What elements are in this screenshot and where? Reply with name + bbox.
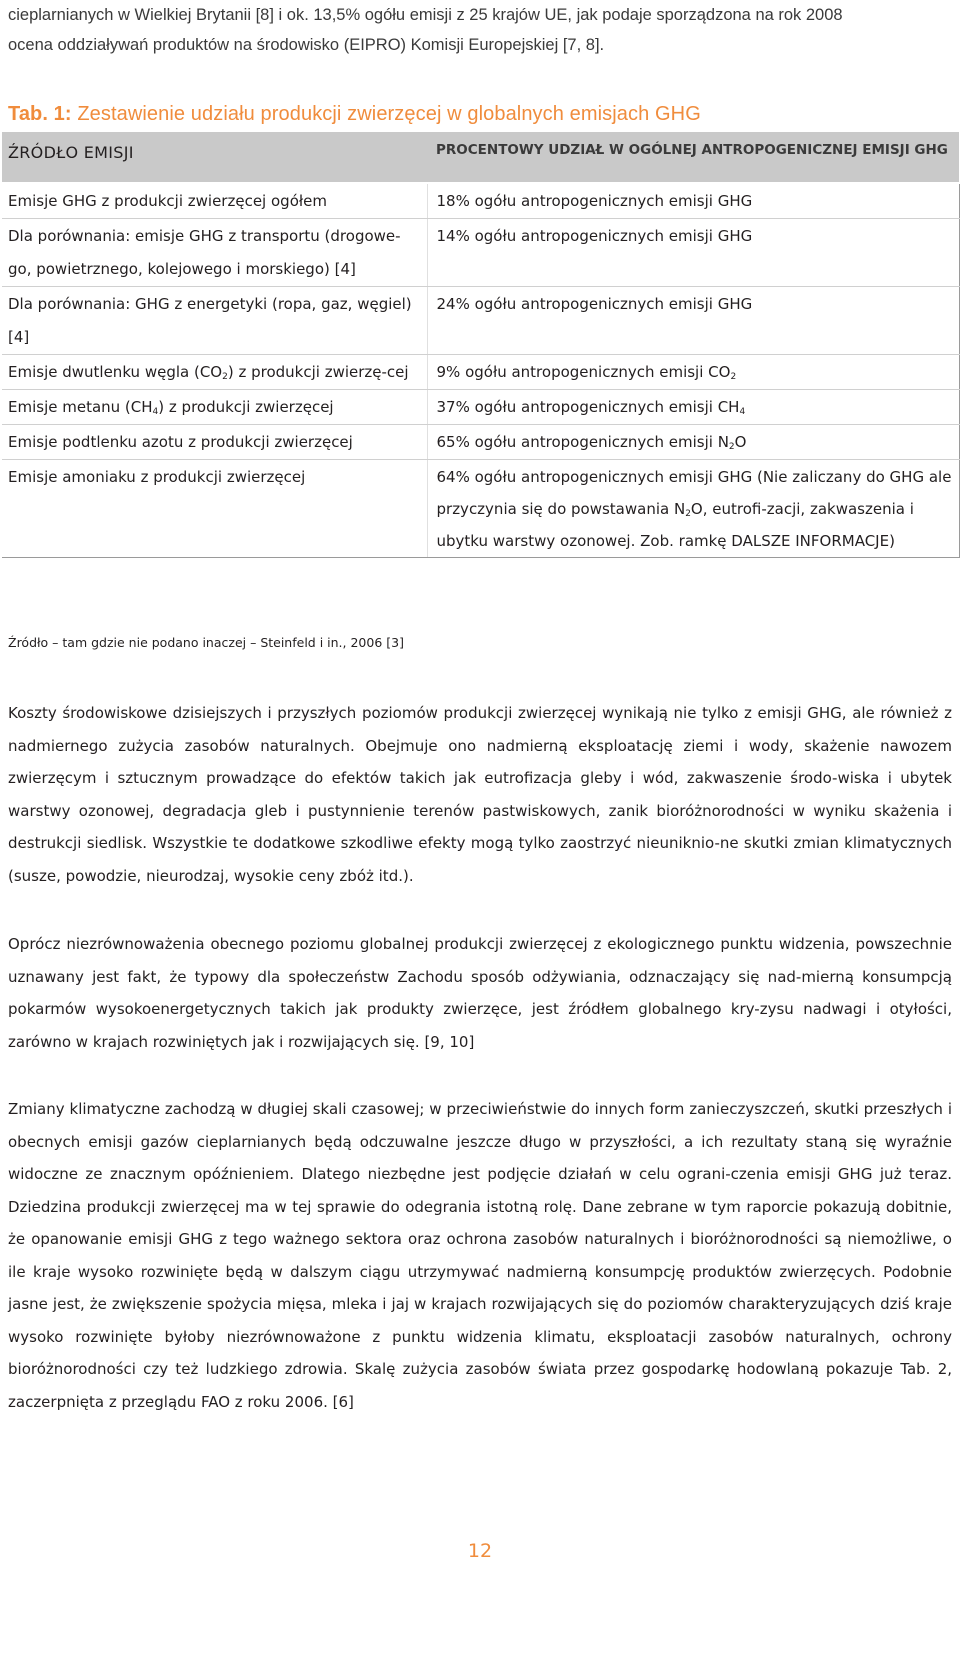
table-row bbox=[2, 425, 959, 460]
row-share: 18% ogółu antropogenicznych emisji GHG bbox=[427, 183, 959, 219]
table-row bbox=[2, 183, 959, 219]
row-share: 14% ogółu antropogenicznych emisji GHG bbox=[427, 219, 959, 287]
header-share: PROCENTOWY UDZIAŁ W OGÓLNEJ ANTROPOGENICZNEJ EMISJI GHG bbox=[427, 132, 959, 183]
row-share-sub: 2 bbox=[685, 509, 691, 519]
table-row bbox=[2, 460, 959, 558]
row-share bbox=[427, 425, 959, 460]
table-row bbox=[2, 355, 959, 390]
table-title-text: Zestawienie udziału produkcji zwierzęcej w globalnych emisjach GHG bbox=[71, 103, 701, 125]
row-source-sub: 2 bbox=[222, 372, 228, 382]
row-source: Dla porównania: emisje GHG z transportu (drogowe-go, powietrznego, kolejowego i morskiego) [4] bbox=[2, 219, 427, 287]
row-source: Dla porównania: GHG z energetyki (ropa, gaz, węgiel) [4] bbox=[2, 287, 427, 355]
intro-text bbox=[8, 0, 952, 60]
row-share bbox=[427, 355, 959, 390]
table-title bbox=[8, 103, 701, 126]
row-share-sub: 2 bbox=[730, 372, 737, 382]
ghg-table bbox=[2, 132, 960, 558]
row-source: Emisje podtlenku azotu z produkcji zwierzęcej bbox=[2, 425, 427, 460]
row-share-a: 64% ogółu antropogenicznych emisji GHG (Nie zaliczany do GHG ale przyczynia się do powstawania N bbox=[436, 468, 952, 518]
row-share-a: 9% ogółu antropogenicznych emisji CO bbox=[436, 363, 731, 381]
row-share-sub: 4 bbox=[739, 407, 746, 417]
row-source bbox=[2, 355, 427, 390]
header-source: ŹRÓDŁO EMISJI bbox=[2, 132, 427, 183]
row-share-b: O bbox=[734, 433, 747, 451]
row-source-b: ) z produkcji zwierzę-cej bbox=[227, 363, 409, 381]
table-row bbox=[2, 219, 959, 287]
row-share: 24% ogółu antropogenicznych emisji GHG bbox=[427, 287, 959, 355]
table-title-label: Tab. 1: bbox=[8, 103, 72, 125]
row-share-a: 37% ogółu antropogenicznych emisji CH bbox=[436, 398, 740, 416]
row-share-b: O, eutrofi-zacji, zakwaszenia i ubytku warstwy ozonowej. Zob. ramkę DALSZE INFORMACJE) bbox=[436, 500, 914, 550]
table-header-row bbox=[2, 132, 959, 183]
intro-line-2: ocena oddziaływań produktów na środowisko (EIPRO) Komisji Europejskiej [7, 8]. bbox=[8, 36, 605, 54]
row-source: Emisje GHG z produkcji zwierzęcej ogółem bbox=[2, 183, 427, 219]
row-share-sub: 2 bbox=[728, 442, 735, 452]
table-source-note: Źródło – tam gdzie nie podano inaczej – Steinfeld i in., 2006 [3] bbox=[8, 635, 404, 650]
row-share bbox=[427, 390, 959, 425]
row-source-a: Emisje metanu (CH bbox=[8, 398, 153, 416]
row-share bbox=[427, 460, 959, 558]
row-share-a: 65% ogółu antropogenicznych emisji N bbox=[436, 433, 729, 451]
paragraph-3: Zmiany klimatyczne zachodzą w długiej skali czasowej; w przeciwieństwie do innych form zanieczyszczeń, skutki przeszłych i obecnych emisji gazów cieplarnianych będą odczuwalne jeszcze długo w przyszłości, a ich rezultaty staną się wyraźnie widoczne ze znacznym opóźnieniem. Dlatego niezbędne jest podjęcie działań w celu ograni-czenia emisji GHG już teraz. Dziedzina produkcji zwierzęcej ma w tej sprawie do odegrania istotną rolę. Dane zebrane w tym raporcie pokazują dobitnie, że opanowanie emisji GHG z tego ważnego sektora oraz ochrona zasobów naturalnych i bioróżnorodności są niemożliwe, o ile kraje wysoko rozwinięte będą w dalszym ciągu utrzymywać nadmierną konsumpcję produktów zwierzęcych. Podobnie jasne jest, że zwiększenie spożycia mięsa, mleka i jaj w krajach rozwijających się do poziomów charakteryzujących dziś kraje wysoko rozwinięte byłoby niezrównoważone z punktu widzenia klimatu, eksploatacji zasobów naturalnych, ochrony bioróżnorodności czy też ludzkiego zdrowia. Skalę zużycia zasobów świata przez gospodarkę hodowlaną pokazuje Tab. 2, zaczerpnięta z przeglądu FAO z roku 2006. [6] bbox=[8, 1100, 952, 1411]
table-row bbox=[2, 390, 959, 425]
paragraph-2: Oprócz niezrównoważenia obecnego poziomu globalnej produkcji zwierzęcej z ekologicznego punktu widzenia, powszechnie uznawany jest fakt, że typowy dla społeczeństw Zachodu sposób odżywiania, odznaczający się nad-mierną konsumpcją pokarmów wysokoenergetycznych takich jak produkty zwierzęce, jest źródłem globalnego kry-zysu nadwagi i otyłości, zarówno w krajach rozwiniętych jak i rozwijających się. [9, 10] bbox=[8, 935, 952, 1051]
table-row bbox=[2, 287, 959, 355]
row-source-sub: 4 bbox=[152, 407, 159, 417]
row-source: Emisje amoniaku z produkcji zwierzęcej bbox=[2, 460, 427, 558]
paragraph-1: Koszty środowiskowe dzisiejszych i przyszłych poziomów produkcji zwierzęcej wynikają nie tylko z emisji GHG, ale również z nadmiernego zużycia zasobów naturalnych. Obejmuje ono nadmierną eksploatację ziemi i wody, skażenie nawozem zwierzęcym i sztucznym prowadzące do efektów takich jak eutrofizacja gleby i wód, zakwaszenie środo-wiska i ubytek warstwy ozonowej, degradacja gleb i pustynnienie terenów pastwiskowych, zanik bioróżnorodności w wyniku skażenia i destrukcji siedlisk. Wszystkie te dodatkowe szkodliwe efekty mogą tylko zaostrzyć nieuniknio-ne skutki zmian klimatycznych (susze, powodzie, nieurodzaj, wysokie ceny zbóż itd.). bbox=[8, 704, 952, 885]
page-number: 12 bbox=[467, 1540, 493, 1562]
row-source-b: ) z produkcji zwierzęcej bbox=[158, 398, 334, 416]
intro-line-1: cieplarnianych w Wielkiej Brytanii [8] i ok. 13,5% ogółu emisji z 25 krajów UE, jak podaje sporządzona na rok 2008 bbox=[8, 6, 843, 24]
row-source bbox=[2, 390, 427, 425]
row-source-a: Emisje dwutlenku węgla (CO bbox=[8, 363, 223, 381]
